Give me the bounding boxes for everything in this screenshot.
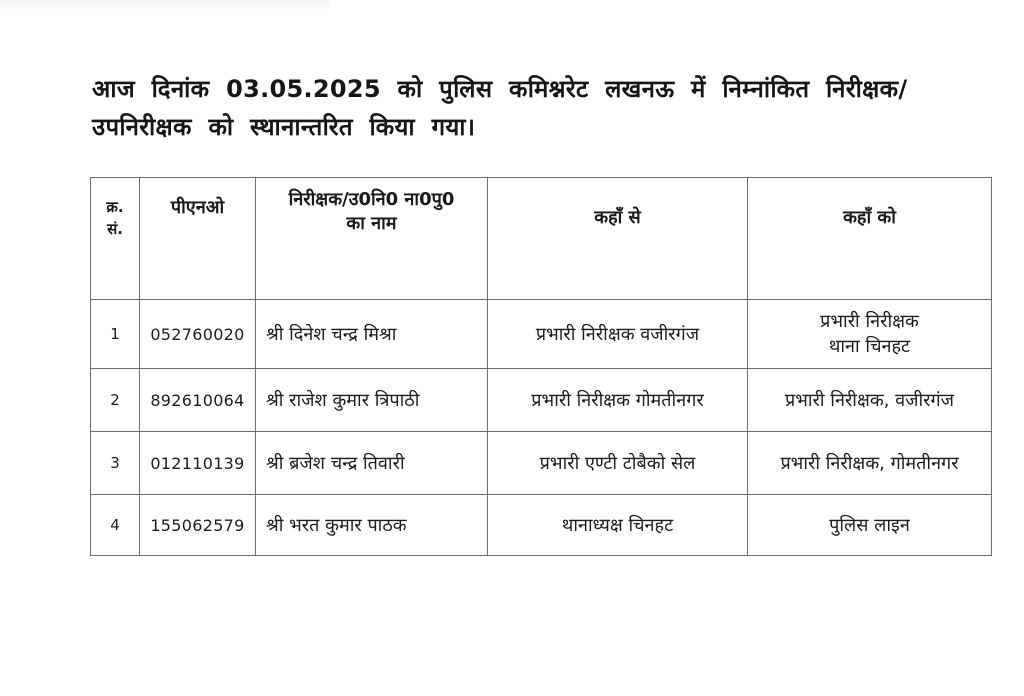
cell-pno: 155062579 (140, 495, 256, 556)
table-row (91, 432, 992, 495)
transfer-table (90, 177, 992, 556)
cell-to-line-1: प्रभारी निरीक्षक (820, 311, 919, 332)
header-name-line-2: का नाम (346, 213, 397, 234)
header-serial-line-1: क्र. (106, 198, 124, 216)
cell-to: प्रभारी निरीक्षक, गोमतीनगर (748, 432, 992, 495)
document-heading (92, 70, 992, 146)
cell-from: प्रभारी निरीक्षक गोमतीनगर (488, 369, 748, 432)
header-to (748, 178, 992, 300)
header-serial (91, 178, 140, 300)
cell-officer-name: श्री ब्रजेश चन्द्र तिवारी (256, 432, 488, 495)
cell-from: थानाध्यक्ष चिनहट (488, 495, 748, 556)
heading-line-2: उपनिरीक्षक को स्थानान्तरित किया गया। (92, 113, 476, 141)
cell-officer-name: श्री भरत कुमार पाठक (256, 495, 488, 556)
cell-to: प्रभारी निरीक्षक, वजीरगंज (748, 369, 992, 432)
cell-to (748, 300, 992, 369)
table-row (91, 300, 992, 369)
cell-serial: 2 (91, 369, 140, 432)
cell-officer-name: श्री राजेश कुमार त्रिपाठी (256, 369, 488, 432)
header-officer-name (256, 178, 488, 300)
cell-from: प्रभारी निरीक्षक वजीरगंज (488, 300, 748, 369)
header-from-label: कहाँ से (594, 207, 641, 228)
cell-to: पुलिस लाइन (748, 495, 992, 556)
cell-pno: 892610064 (140, 369, 256, 432)
scan-artifact (0, 0, 330, 12)
header-pno-label: पीएनओ (170, 197, 225, 218)
header-serial-line-2: सं. (107, 220, 123, 238)
cell-from: प्रभारी एण्टी टोबैको सेल (488, 432, 748, 495)
cell-serial: 3 (91, 432, 140, 495)
table-row (91, 495, 992, 556)
heading-line-1: आज दिनांक 03.05.2025 को पुलिस कमिश्नरेट लखनऊ में निम्नांकित निरीक्षक/ (92, 75, 908, 103)
cell-serial: 1 (91, 300, 140, 369)
cell-pno: 012110139 (140, 432, 256, 495)
cell-to-line-2: थाना चिनहट (828, 336, 911, 357)
cell-pno: 052760020 (140, 300, 256, 369)
cell-serial: 4 (91, 495, 140, 556)
header-to-label: कहाँ को (843, 207, 896, 228)
header-pno (140, 178, 256, 300)
header-name-line-1: निरीक्षक/उ0नि0 ना0पु0 (288, 189, 455, 210)
table-row (91, 369, 992, 432)
table-header-row (91, 178, 992, 300)
header-from (488, 178, 748, 300)
cell-officer-name: श्री दिनेश चन्द्र मिश्रा (256, 300, 488, 369)
